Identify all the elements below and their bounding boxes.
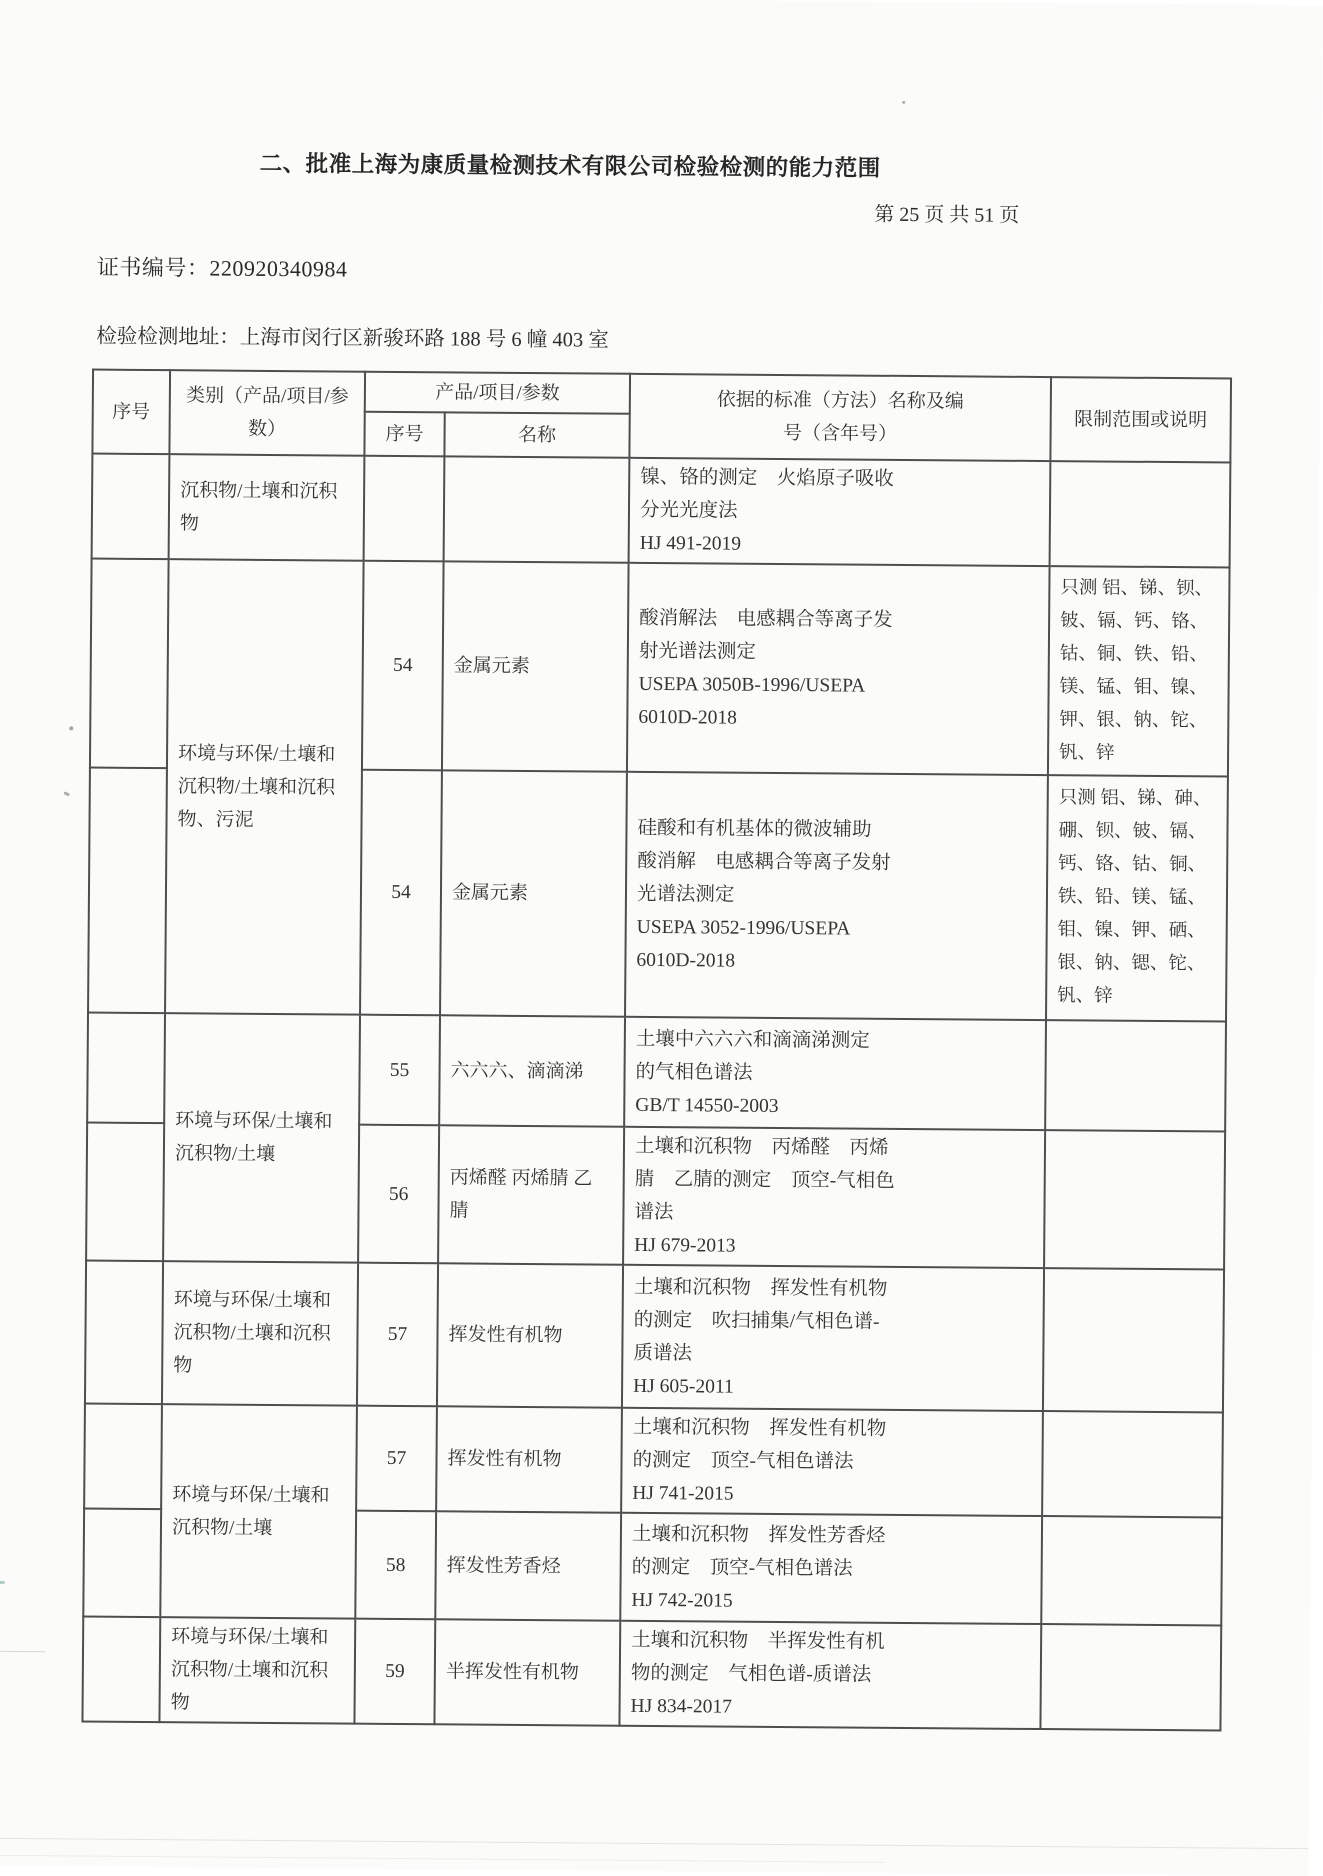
- scan-artifact-line: [0, 1581, 5, 1584]
- scan-artifact-speck: [69, 726, 73, 730]
- scan-artifact-line: [0, 1855, 885, 1863]
- scan-artifact-speck: [902, 101, 905, 104]
- cell-product-name: 丙烯醛 丙烯腈 乙 腈: [438, 1125, 624, 1264]
- cell-product-seq: 58: [355, 1511, 436, 1620]
- header-seq: 序号: [92, 370, 170, 455]
- certificate-number: 证书编号：220920340984: [96, 254, 348, 282]
- cell-product-seq: 59: [354, 1619, 435, 1725]
- cell-category: 环境与环保/土壤和 沉积物/土壤: [163, 1013, 360, 1263]
- cell-category: 环境与环保/土壤和 沉积物/土壤和沉积 物: [162, 1261, 358, 1406]
- header-product-group: 产品/项目/参数: [365, 372, 630, 414]
- cell-product-seq: 56: [358, 1125, 439, 1264]
- cell-product-seq: [364, 456, 445, 562]
- cell-product-seq: 57: [356, 1406, 437, 1512]
- cell-product-name: 挥发性有机物: [437, 1263, 623, 1407]
- cell-product-seq: 55: [359, 1015, 440, 1126]
- page-title: 二、批准上海为康质量检测技术有限公司检验检测的能力范围: [259, 150, 881, 181]
- scan-artifact-line: [0, 1838, 1309, 1849]
- cell-standard: 土壤中六六六和滴滴涕测定 的气相色谱法 GB/T 14550-2003: [624, 1017, 1046, 1130]
- header-limit: 限制范围或说明: [1050, 377, 1231, 462]
- cell-standard: 硅酸和有机基体的微波辅助 酸消解 电感耦合等离子发射 光谱法测定 USEPA 3052-1996/USEPA 6010D-2018: [625, 772, 1048, 1020]
- cell-product-name: 金属元素: [442, 561, 629, 771]
- cell-product-name: 挥发性芳香烃: [435, 1511, 621, 1620]
- header-product-seq: 序号: [364, 412, 444, 457]
- scan-artifact-speck: [63, 791, 70, 796]
- cell-seq: [87, 1013, 165, 1124]
- cell-seq: [84, 1404, 162, 1510]
- cell-category: 环境与环保/土壤和 沉积物/土壤和沉积 物、污泥: [165, 559, 364, 1015]
- cell-standard: 土壤和沉积物 丙烯醛 丙烯 腈 乙腈的测定 顶空-气相色 谱法 HJ 679-2013: [623, 1127, 1045, 1268]
- cell-product-name: 金属元素: [440, 770, 627, 1016]
- cell-product-name: [444, 456, 630, 562]
- cell-seq: [90, 559, 169, 769]
- cell-limit: [1042, 1411, 1223, 1517]
- cell-category: 环境与环保/土壤和 沉积物/土壤和沉积 物: [159, 1617, 355, 1724]
- cell-standard: 酸消解法 电感耦合等离子发 射光谱法测定 USEPA 3050B-1996/USEPA 6010D-2018: [627, 563, 1050, 775]
- cell-product-seq: 54: [360, 770, 442, 1016]
- cell-seq: [92, 454, 170, 560]
- cell-seq: [82, 1617, 160, 1723]
- cell-standard: 土壤和沉积物 挥发性有机物 的测定 吹扫捕集/气相色谱- 质谱法 HJ 605-2011: [622, 1265, 1044, 1411]
- cell-limit: [1041, 1516, 1222, 1625]
- cell-product-name: 挥发性有机物: [436, 1406, 622, 1512]
- table-row: [87, 1013, 1226, 1132]
- table-row: [82, 1617, 1221, 1731]
- cell-standard: 土壤和沉积物 挥发性芳香烃 的测定 顶空-气相色谱法 HJ 742-2015: [620, 1513, 1042, 1624]
- cell-limit: [1040, 1624, 1221, 1730]
- cell-standard: 镍、铬的测定 火焰原子吸收 分光光度法 HJ 491-2019: [629, 458, 1051, 566]
- table-row: [85, 1261, 1224, 1413]
- header-product-name: 名称: [444, 412, 629, 457]
- cell-category: 沉积物/土壤和沉积 物: [169, 454, 365, 561]
- capability-table: [81, 369, 1232, 1732]
- cell-standard: 土壤和沉积物 半挥发性有机 物的测定 气相色谱-质谱法 HJ 834-2017: [619, 1621, 1041, 1729]
- page-indicator: 第 25 页 共 51 页: [874, 203, 1020, 227]
- cell-product-name: 半挥发性有机物: [434, 1619, 620, 1725]
- cell-standard: 土壤和沉积物 挥发性有机物 的测定 顶空-气相色谱法 HJ 741-2015: [621, 1408, 1043, 1516]
- table-row: [90, 559, 1230, 777]
- cell-seq: [85, 1261, 163, 1405]
- scan-artifact-line: [0, 1651, 45, 1652]
- cell-limit: [1043, 1268, 1224, 1412]
- cell-product-seq: 54: [362, 561, 444, 771]
- table-row: [92, 454, 1231, 568]
- cell-seq: [83, 1509, 161, 1618]
- table-row: [84, 1404, 1223, 1518]
- cell-product-name: 六六六、滴滴涕: [439, 1015, 625, 1126]
- cell-product-seq: 57: [357, 1263, 438, 1407]
- cell-limit: [1045, 1020, 1226, 1131]
- cell-seq: [86, 1123, 164, 1262]
- cell-seq: [88, 768, 167, 1014]
- header-category: 类别（产品/项目/参 数）: [169, 370, 365, 456]
- cell-category: 环境与环保/土壤和 沉积物/土壤: [160, 1404, 357, 1619]
- cell-limit: [1050, 461, 1231, 567]
- lab-address: 检验检测地址：上海市闵行区新骏环路 188 号 6 幢 403 室: [96, 325, 609, 352]
- cell-limit: [1044, 1130, 1225, 1269]
- table-header-row-1: [93, 370, 1231, 419]
- header-standard: 依据的标准（方法）名称及编 号（含年号）: [629, 374, 1051, 461]
- cell-limit: 只测 铝、锑、钡、 铍、镉、钙、铬、 钴、铜、铁、铅、 镁、锰、钼、镍、 钾、银、钠、铊、 钒、锌: [1048, 566, 1230, 776]
- cell-limit: 只测 铝、锑、砷、 硼、钡、铍、镉、 钙、铬、钴、铜、 铁、铅、镁、锰、 钼、镍、钾、硒、 银、钠、锶、铊、 钒、锌: [1046, 775, 1228, 1021]
